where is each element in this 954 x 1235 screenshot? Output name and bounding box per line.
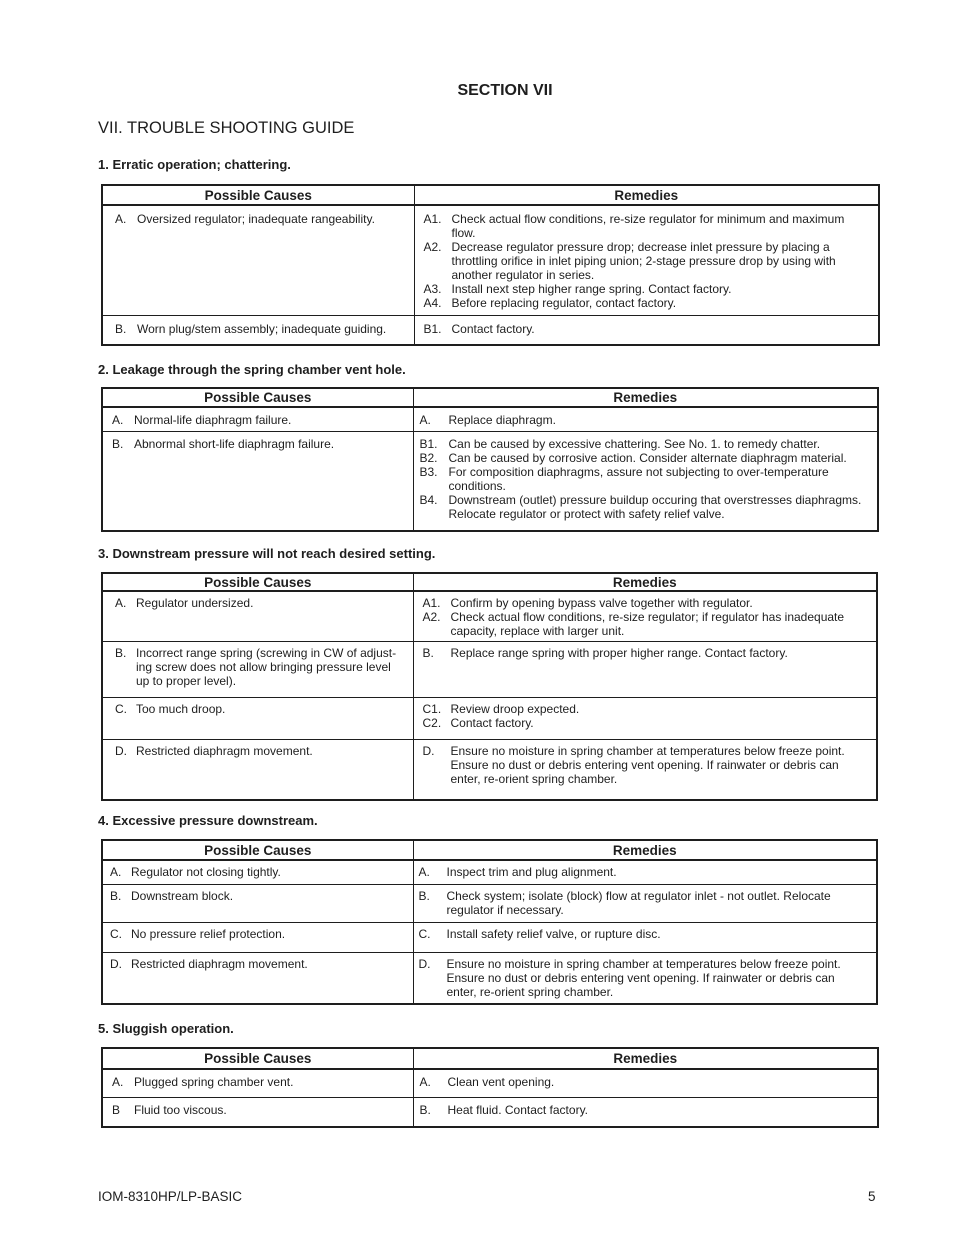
remedy-item [423,716,867,730]
remedy-cell [413,642,877,698]
item-label: D. [422,744,435,758]
item-label: A. [115,596,127,610]
remedy-item [424,240,869,282]
item-text: Restricted diaphragm movement. [136,744,313,758]
table-row [102,642,877,698]
item-label: B. [419,1102,431,1117]
remedy-item [420,437,868,451]
remedy-cell [413,591,877,642]
item-text: For composition diaphragms, assure not subjecting to over-temperature conditions. [448,464,829,493]
cause-cell [102,205,414,315]
item-label: B [112,1102,121,1117]
section-heading: SECTION VII [457,82,553,99]
problem-title: 2. Leakage through the spring chamber vent hole. [98,362,406,377]
cause-cell [102,860,413,884]
item-label: B. [418,888,430,903]
item-label: D. [418,956,431,971]
cause-item [115,646,399,688]
troubleshooting-table [101,1047,879,1128]
item-text: Can be caused by excessive chattering. See No. 1. to remedy chatter. [448,436,821,451]
cause-cell [102,1069,413,1097]
cause-cell [102,922,413,952]
item-text: Inspect trim and plug alignment. [446,865,617,879]
cause-cell [102,1097,413,1127]
item-text: Plugged spring chamber vent. [134,1075,294,1089]
problem-title: 3. Downstream pressure will not reach desired setting. [98,546,436,561]
cause-cell [102,591,413,642]
remedy-item [420,1075,868,1089]
item-text: Normal-life diaphragm failure. [134,413,292,427]
table-row [102,952,877,1004]
causes-column-header: Possible Causes [102,1048,413,1069]
remedy-item [420,1103,868,1117]
item-label: B1. [423,321,442,336]
remedies-column-header: Remedies [413,1048,878,1069]
table-row [102,591,877,642]
item-label: B. [422,646,434,660]
item-label: A1. [423,212,442,226]
cause-item [110,927,405,941]
table-row [102,922,877,952]
remedy-item [420,493,868,521]
table-row [102,884,877,922]
item-text: Check actual flow conditions, re-size regulator for minimum and maximum flow. [451,212,845,240]
remedy-cell [413,698,877,740]
item-text: Worn plug/stem assembly; inadequate guiding. [137,321,387,336]
table-row [102,315,879,345]
item-text: Contact factory. [450,716,534,730]
item-text: Heat fluid. Contact factory. [447,1102,589,1117]
item-text: Replace range spring with proper higher range. Contact factory. [450,646,788,660]
item-text: Install safety relief valve, or rupture disc. [446,926,661,941]
remedy-cell [413,860,877,884]
item-text: Before replacing regulator, contact factory. [451,296,677,310]
item-label: A3. [423,282,442,296]
troubleshooting-table [101,387,879,532]
causes-column-header: Possible Causes [102,840,413,860]
causes-column-header: Possible Causes [102,185,414,205]
item-label: A. [419,1075,431,1089]
cause-cell [102,952,413,1004]
item-label: B. [115,321,127,336]
table-row [102,740,877,800]
item-label: A. [112,413,124,427]
remedy-cell [413,431,878,531]
cause-cell [102,740,413,800]
item-text: Can be caused by corrosive action. Consider alternate diaphragm material. [448,450,847,465]
item-text: Ensure no moisture in spring chamber at temperatures below freeze point. Ensure no dust or debris entering vent opening. If rainwater or debris can enter, re-orient spring chamber. [446,956,841,999]
cause-item [112,413,403,427]
cause-item [115,702,399,716]
item-label: C. [115,702,127,716]
cause-item [110,957,405,971]
cause-cell [102,642,413,698]
item-label: B. [112,436,124,451]
item-text: Replace diaphragm. [448,413,556,427]
remedy-item [419,889,867,917]
remedies-column-header: Remedies [414,185,879,205]
remedy-item [423,702,867,716]
remedy-item [419,865,867,879]
item-label: A. [115,212,127,226]
cause-item [112,437,403,451]
table-row [102,407,878,431]
item-label: C. [418,926,431,941]
remedy-cell [413,884,877,922]
item-label: B1. [419,436,438,451]
item-text: Incorrect range spring (screwing in CW of adjust-ing screw does not allow bringing pressure level up to proper level). [136,646,397,688]
table-row [102,1097,878,1127]
table-row [102,1069,878,1097]
item-label: B3. [419,464,438,479]
item-label: B4. [419,492,438,507]
table-row [102,698,877,740]
item-text: Too much droop. [136,702,226,716]
item-label: A. [419,413,431,427]
item-text: Downstream block. [131,888,234,903]
cause-item [115,596,399,610]
cause-item [110,865,405,879]
item-text: Check system; isolate (block) flow at regulator inlet - not outlet. Relocate regulator if necessary. [446,888,831,917]
remedies-column-header: Remedies [413,840,877,860]
item-text: Ensure no moisture in spring chamber at temperatures below freeze point. Ensure no dust or debris entering vent opening. If rainwater or debris can enter, re-orient spring chamber. [450,744,845,786]
cause-item [110,889,405,903]
cause-cell [102,407,413,431]
troubleshooting-table [101,839,878,1005]
footer-page-number: 5 [868,1189,876,1204]
remedy-cell [414,205,879,315]
item-label: A1. [422,596,441,610]
cause-item [112,1103,405,1117]
item-label: A. [110,865,122,879]
remedy-item [419,927,867,941]
cause-cell [102,315,414,345]
item-label: A. [112,1075,124,1089]
item-text: Install next step higher range spring. Contact factory. [451,282,732,296]
cause-cell [102,698,413,740]
item-label: B2. [419,450,438,465]
remedy-cell [413,1097,878,1127]
item-label: A. [418,865,430,879]
remedy-cell [414,315,879,345]
remedy-item [424,296,869,310]
cause-item [112,1075,405,1089]
cause-cell [102,431,413,531]
remedy-item [424,322,869,336]
remedy-cell [413,952,877,1004]
remedy-item [424,282,869,296]
item-text: Fluid too viscous. [134,1102,227,1117]
cause-item [115,322,400,336]
remedy-item [420,465,868,493]
problem-title: 4. Excessive pressure downstream. [98,813,318,828]
item-text: Oversized regulator; inadequate rangeability. [137,212,375,226]
problem-title: 5. Sluggish operation. [98,1021,234,1036]
item-text: Contact factory. [451,321,535,336]
item-label: B. [115,646,127,660]
remedy-cell [413,407,878,431]
item-text: Downstream (outlet) pressure buildup occuring that overstresses diaphragms. Relocate regulator or protect with safety relief valve. [448,492,862,521]
item-text: No pressure relief protection. [131,926,286,941]
remedy-cell [413,1069,878,1097]
remedy-item [423,744,867,786]
remedies-column-header: Remedies [413,388,878,407]
remedy-cell [413,922,877,952]
cause-cell [102,884,413,922]
item-label: C1. [422,702,442,716]
item-text: Check actual flow conditions, re-size regulator; if regulator has inadequate capacity, replace with larger unit. [450,610,845,638]
item-label: C2. [422,716,442,730]
footer-document-id: IOM-8310HP/LP-BASIC [98,1189,243,1204]
item-text: Clean vent opening. [447,1075,555,1089]
item-label: D. [110,956,122,971]
causes-column-header: Possible Causes [102,388,413,407]
item-text: Review droop expected. [450,702,580,716]
item-text: Regulator undersized. [136,596,254,610]
remedies-column-header: Remedies [413,573,877,591]
problem-title: 1. Erratic operation; chattering. [98,157,291,172]
item-label: B. [110,888,122,903]
item-text: Confirm by opening bypass valve together with regulator. [450,596,753,610]
table-row [102,205,879,315]
item-text: Restricted diaphragm movement. [131,956,308,971]
item-text: Abnormal short-life diaphragm failure. [134,436,335,451]
remedy-item [420,413,868,427]
remedy-cell [413,740,877,800]
remedy-item [419,957,867,999]
item-label: D. [115,744,127,758]
troubleshooting-table [101,184,880,346]
table-row [102,431,878,531]
table-row [102,860,877,884]
remedy-item [423,610,867,638]
item-label: C. [110,926,122,941]
cause-item [115,744,399,758]
item-label: A2. [423,240,442,254]
guide-title: VII. TROUBLE SHOOTING GUIDE [98,119,355,137]
remedy-item [424,212,869,240]
item-text: Decrease regulator pressure drop; decrease inlet pressure by placing a throttling orifice in inlet piping union; 2-stage pressure drop by using with another regulator in series. [451,240,836,282]
remedy-item [420,451,868,465]
remedy-item [423,596,867,610]
item-text: Regulator not closing tightly. [131,865,281,879]
cause-item [115,212,400,226]
item-label: A4. [423,296,442,310]
troubleshooting-table [101,572,878,801]
remedy-item [423,646,867,660]
item-label: A2. [422,610,441,624]
causes-column-header: Possible Causes [102,573,413,591]
